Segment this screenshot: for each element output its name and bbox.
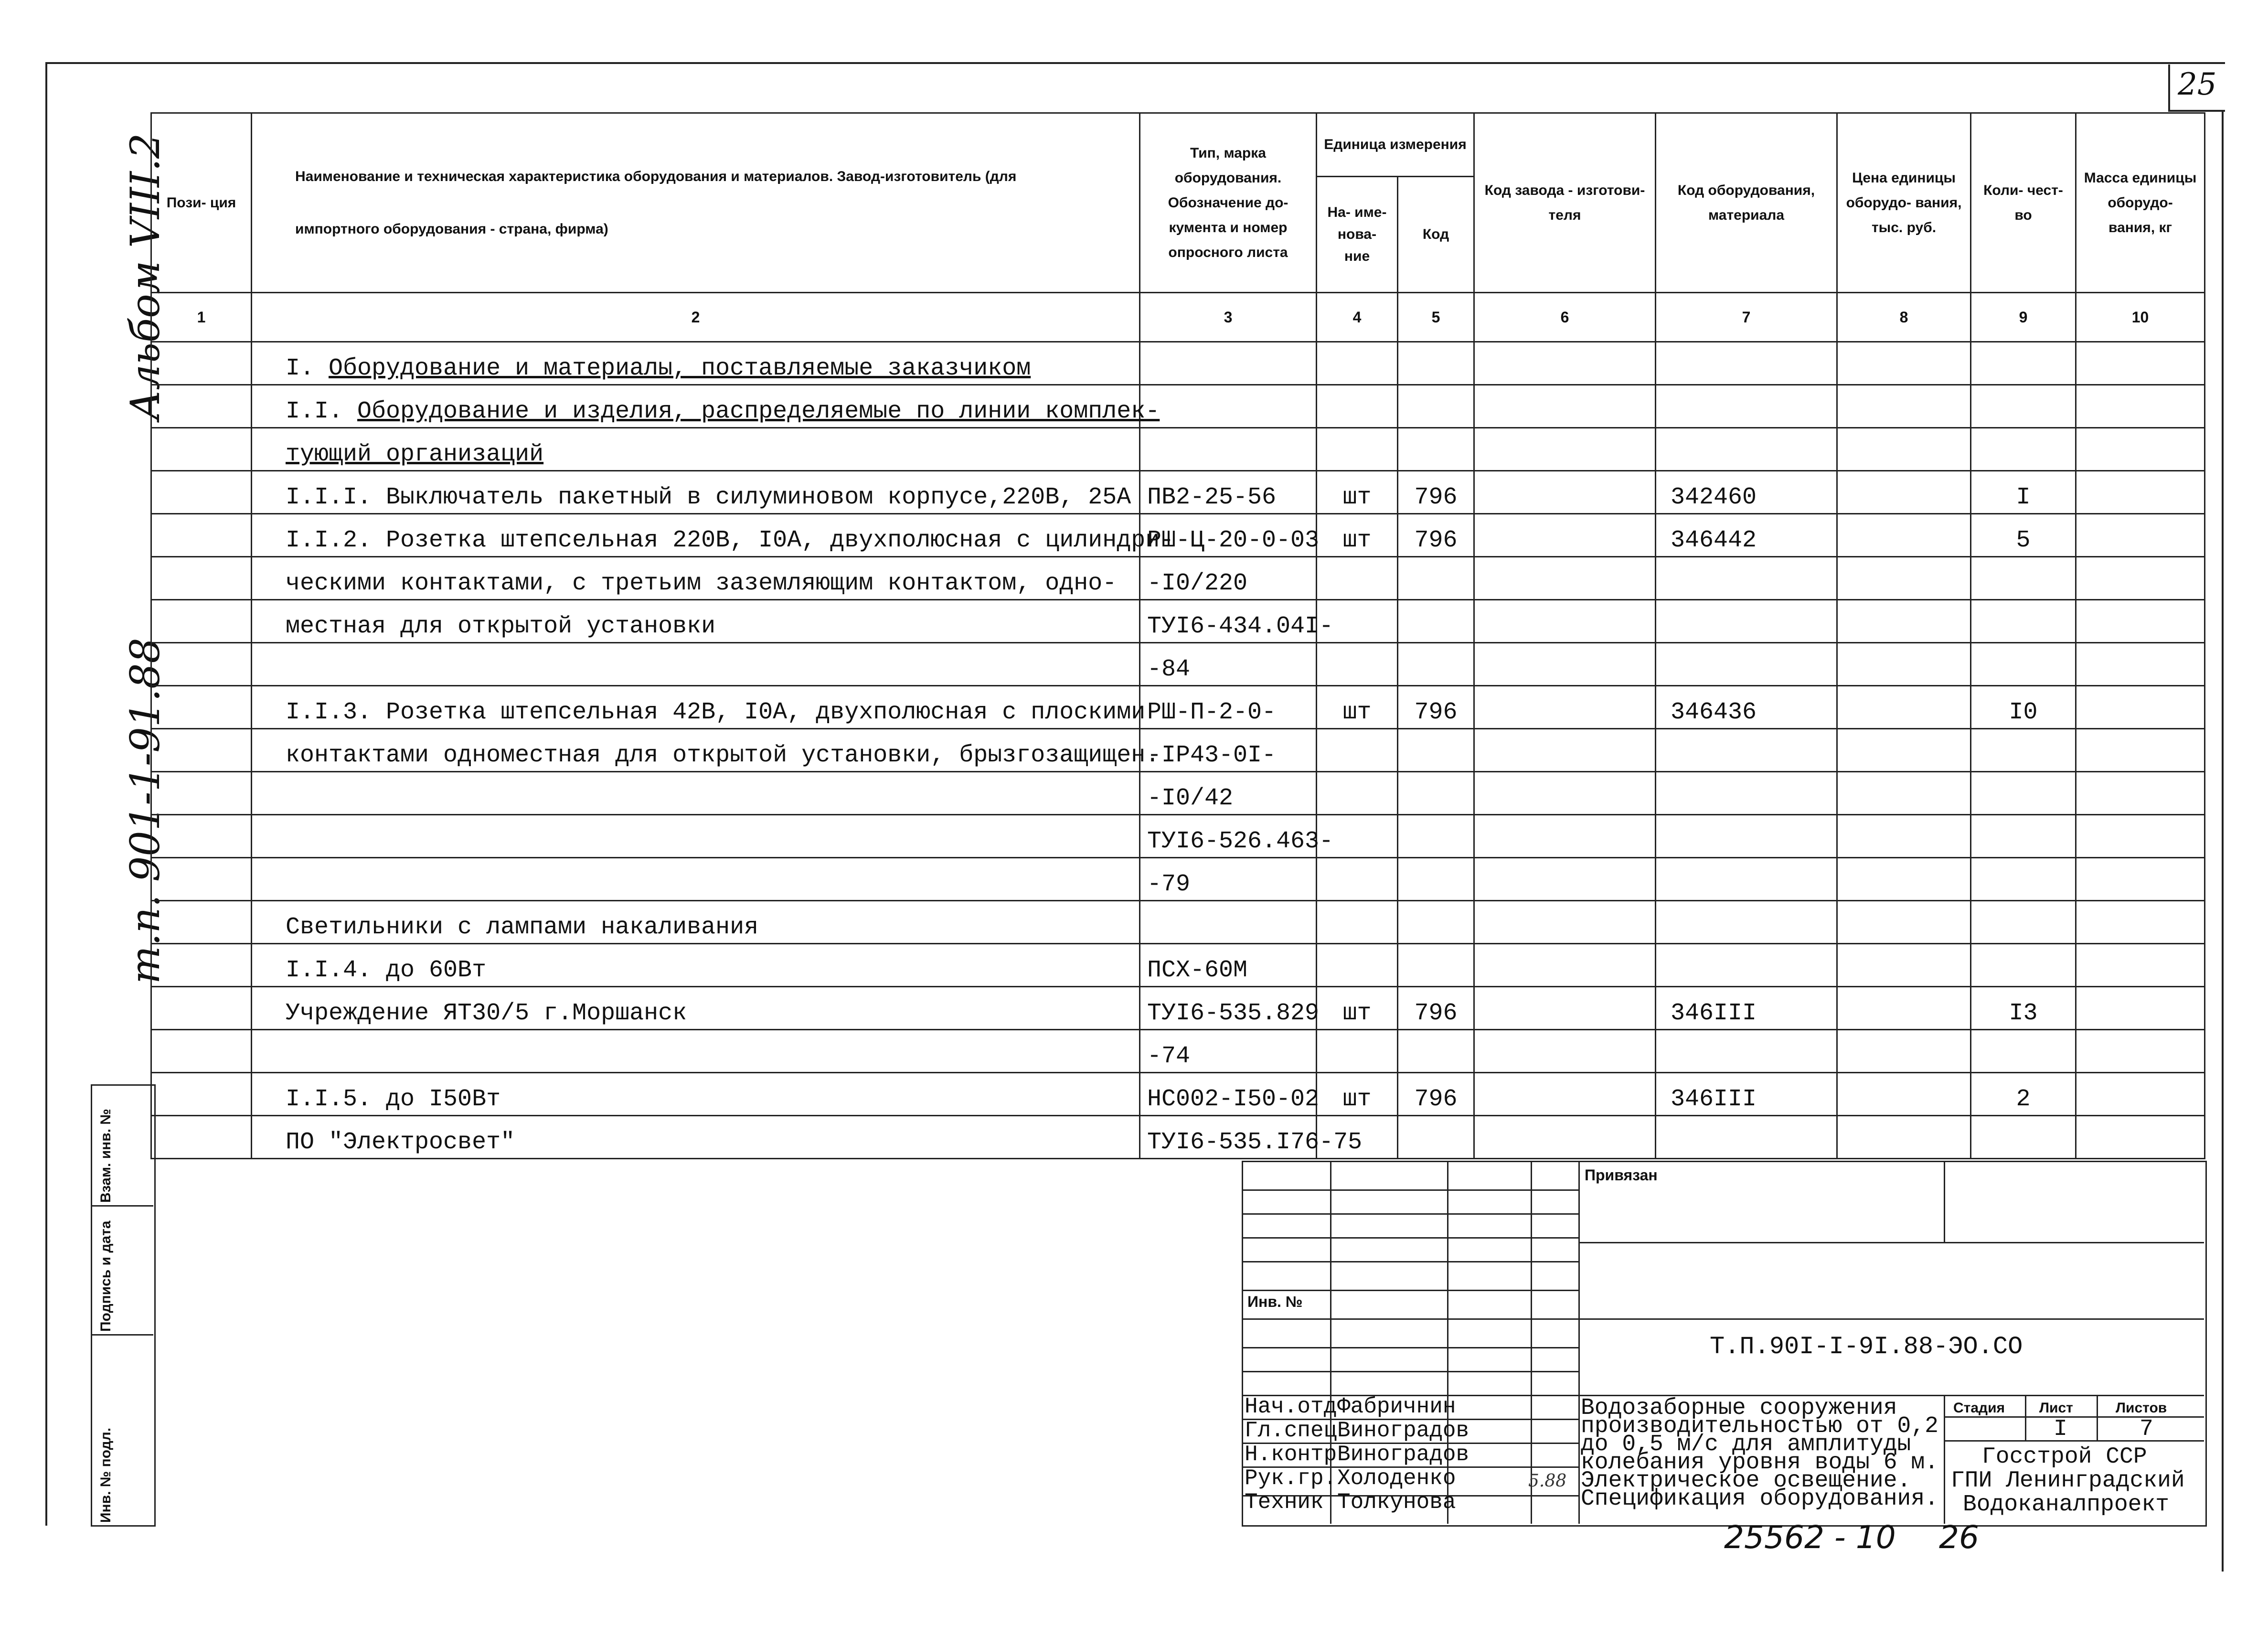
cell-pos	[151, 815, 252, 858]
cell-qty	[1971, 385, 2076, 428]
cell-factory	[1474, 557, 1656, 600]
cell-name: ПО "Электросвет"	[252, 1116, 1140, 1159]
cell-mass	[2076, 643, 2205, 686]
cell-price	[1837, 600, 1971, 643]
cell-name	[252, 342, 1140, 385]
colnum: 10	[2076, 293, 2205, 342]
cell-code	[1398, 944, 1474, 987]
header-name: Наименование и техническая характеристика оборудования и материалов. Завод-изготовитель (для импортного оборудования - страна, фирма)	[252, 113, 1140, 293]
bottom-page-number: 26	[1939, 1519, 1979, 1556]
table-row	[151, 428, 2205, 471]
tb-sign-date: 5.88	[1528, 1471, 1567, 1491]
cell-code: 796	[1398, 514, 1474, 557]
cell-name	[252, 772, 1140, 815]
cell-unit	[1317, 342, 1398, 385]
cell-equip	[1656, 428, 1837, 471]
cell-code	[1398, 729, 1474, 772]
frame-right-edge	[2222, 110, 2224, 1572]
header-qty: Коли- чест- во	[1971, 113, 2076, 293]
cell-type: -I0/42	[1140, 772, 1317, 815]
tb-role: Н.контр	[1245, 1442, 1337, 1467]
table-row	[151, 1073, 2205, 1116]
cell-code: 796	[1398, 987, 1474, 1030]
cell-unit	[1317, 428, 1398, 471]
cell-factory	[1474, 901, 1656, 944]
cell-name: Светильники с лампами накаливания	[252, 901, 1140, 944]
cell-mass	[2076, 729, 2205, 772]
specification-table	[150, 112, 2205, 1159]
cell-name	[252, 428, 1140, 471]
cell-code	[1398, 1030, 1474, 1073]
table-row	[151, 385, 2205, 428]
cell-type: ПСХ-60М	[1140, 944, 1317, 987]
cell-equip: 346442	[1656, 514, 1837, 557]
cell-equip	[1656, 772, 1837, 815]
cell-price	[1837, 471, 1971, 514]
cell-factory	[1474, 342, 1656, 385]
cell-type	[1140, 428, 1317, 471]
cell-mass	[2076, 471, 2205, 514]
cell-pos	[151, 858, 252, 901]
cell-type: -79	[1140, 858, 1317, 901]
header-unit-group: Единица измерения	[1317, 113, 1474, 177]
cell-mass	[2076, 557, 2205, 600]
cell-qty	[1971, 1030, 2076, 1073]
cell-code	[1398, 600, 1474, 643]
cell-factory	[1474, 643, 1656, 686]
cell-mass	[2076, 901, 2205, 944]
cell-name	[252, 385, 1160, 428]
cell-factory	[1474, 729, 1656, 772]
tb-description-line: Спецификация оборудования.	[1581, 1486, 1938, 1512]
cell-mass	[2076, 385, 2205, 428]
cell-unit	[1317, 1030, 1398, 1073]
cell-mass	[2076, 1116, 2205, 1159]
cell-name	[252, 815, 1140, 858]
tb-description-line: Водозаборные сооружения	[1581, 1395, 1897, 1421]
tb-sheets-label: Листов	[2116, 1400, 2167, 1416]
cell-type: ТУI6-535.829	[1140, 987, 1317, 1030]
tb-sheet-value: I	[2054, 1416, 2067, 1442]
tb-person: Фабричнин	[1337, 1394, 1456, 1419]
cell-type: НС002-I50-02	[1140, 1073, 1317, 1116]
tb-privyazan: Привязан	[1585, 1166, 1658, 1184]
cell-mass	[2076, 815, 2205, 858]
cell-factory	[1474, 772, 1656, 815]
cell-code	[1398, 858, 1474, 901]
tb-vline	[1944, 1161, 1945, 1242]
cell-qty	[1971, 815, 2076, 858]
cell-pos	[151, 643, 252, 686]
section-title: тующий организаций	[286, 441, 544, 468]
cell-mass	[2076, 987, 2205, 1030]
tb-hline	[1242, 1237, 1578, 1239]
table-row	[151, 471, 2205, 514]
cell-pos	[151, 1116, 252, 1159]
cell-factory	[1474, 471, 1656, 514]
cell-code: 796	[1398, 1073, 1474, 1116]
cell-unit: шт	[1317, 987, 1398, 1030]
sheet-number: 25	[2178, 67, 2217, 102]
cell-pos	[151, 1073, 252, 1116]
colnum: 3	[1140, 293, 1317, 342]
cell-unit: шт	[1317, 514, 1398, 557]
cell-pos	[151, 600, 252, 643]
cell-name	[252, 858, 1140, 901]
header-mass: Масса единицы оборудо- вания, кг	[2076, 113, 2205, 293]
cell-price	[1837, 428, 1971, 471]
cell-factory	[1474, 686, 1656, 729]
table-row	[151, 772, 2205, 815]
cell-pos	[151, 1030, 252, 1073]
cell-pos	[151, 729, 252, 772]
cell-mass	[2076, 858, 2205, 901]
cell-price	[1837, 987, 1971, 1030]
cell-price	[1837, 858, 1971, 901]
cell-mass	[2076, 428, 2205, 471]
cell-name: I.I.2. Розетка штепсельная 220В, I0А, двухполюсная с цилиндри-	[252, 514, 1140, 557]
cell-pos	[151, 944, 252, 987]
cell-price	[1837, 944, 1971, 987]
cell-unit	[1317, 729, 1398, 772]
tb-stage-label: Стадия	[1953, 1400, 2005, 1416]
header-equip-code: Код оборудования, материала	[1656, 113, 1837, 293]
cell-equip	[1656, 385, 1837, 428]
cell-qty	[1971, 1116, 2076, 1159]
stamp-sign-date: Подпись и дата	[98, 1220, 114, 1332]
cell-qty	[1971, 428, 2076, 471]
cell-code	[1398, 772, 1474, 815]
cell-qty: I0	[1971, 686, 2076, 729]
cell-price	[1837, 1116, 1971, 1159]
header-type: Тип, марка оборудования. Обозначение до- кумента и номер опросного листа	[1140, 113, 1317, 293]
cell-pos	[151, 514, 252, 557]
cell-mass	[2076, 514, 2205, 557]
cell-unit	[1317, 901, 1398, 944]
table-row	[151, 815, 2205, 858]
tb-hline	[1242, 1261, 1578, 1262]
cell-code	[1398, 342, 1474, 385]
tb-role: Гл.спец	[1245, 1418, 1337, 1443]
cell-type: ТУI6-526.463-	[1140, 815, 1317, 858]
cell-equip	[1656, 729, 1837, 772]
specification-body	[151, 342, 2205, 1159]
cell-qty: 5	[1971, 514, 2076, 557]
cell-type: -84	[1140, 643, 1317, 686]
tb-vline	[1531, 1161, 1532, 1524]
cell-qty: I3	[1971, 987, 2076, 1030]
tb-role: Нач.отд	[1245, 1394, 1337, 1419]
cell-factory	[1474, 987, 1656, 1030]
cell-type: ТУI6-535.I76-75	[1140, 1116, 1317, 1159]
header-unit-code: Код	[1398, 177, 1474, 293]
cell-qty	[1971, 557, 2076, 600]
cell-code	[1398, 428, 1474, 471]
cell-price	[1837, 815, 1971, 858]
cell-type: РШ-Ц-20-0-03	[1140, 514, 1317, 557]
section-number: I.	[286, 355, 329, 382]
cell-equip	[1656, 944, 1837, 987]
section-title: Оборудование и материалы, поставляемые заказчиком	[329, 355, 1031, 382]
tb-doc-code: Т.П.90I-I-9I.88-ЭО.СО	[1710, 1333, 2023, 1361]
cell-equip	[1656, 901, 1837, 944]
table-row	[151, 342, 2205, 385]
stamp-strip	[91, 1084, 156, 1527]
archive-number: 25562 - 10	[1724, 1519, 1896, 1556]
cell-code	[1398, 901, 1474, 944]
cell-unit: шт	[1317, 686, 1398, 729]
cell-factory	[1474, 815, 1656, 858]
cell-code	[1398, 1116, 1474, 1159]
cell-type	[1140, 901, 1317, 944]
cell-name: Учреждение ЯТ30/5 г.Моршанск	[252, 987, 1140, 1030]
cell-equip	[1656, 643, 1837, 686]
tb-person: Холоденко	[1337, 1466, 1456, 1491]
table-row	[151, 1030, 2205, 1073]
cell-pos	[151, 987, 252, 1030]
tb-inv-no-label: Инв. №	[1247, 1293, 1303, 1310]
cell-code	[1398, 385, 1474, 428]
tb-hline	[1242, 1189, 1578, 1191]
cell-price	[1837, 901, 1971, 944]
stamp-divider	[92, 1334, 153, 1336]
tb-hline	[1242, 1213, 1578, 1215]
table-row	[151, 686, 2205, 729]
cell-mass	[2076, 600, 2205, 643]
cell-type: ПВ2-25-56	[1140, 471, 1317, 514]
tb-person: Толкунова	[1337, 1490, 1456, 1515]
cell-price	[1837, 514, 1971, 557]
tb-sheet-label: Лист	[2039, 1400, 2073, 1416]
cell-factory	[1474, 514, 1656, 557]
colnum: 5	[1398, 293, 1474, 342]
table-row	[151, 643, 2205, 686]
cell-equip: 346436	[1656, 686, 1837, 729]
cell-qty	[1971, 600, 2076, 643]
colnum: 8	[1837, 293, 1971, 342]
tb-vline	[1944, 1395, 1945, 1524]
cell-equip: 346III	[1656, 987, 1837, 1030]
project-code-vertical: т.п. 901-1-91.88	[122, 638, 169, 984]
cell-equip	[1656, 342, 1837, 385]
section-number: I.I.	[286, 398, 358, 425]
tb-role: Техник	[1245, 1490, 1324, 1515]
cell-mass	[2076, 342, 2205, 385]
tb-sheets-value: 7	[2140, 1416, 2153, 1442]
cell-price	[1837, 385, 1971, 428]
cell-qty	[1971, 772, 2076, 815]
cell-equip	[1656, 1116, 1837, 1159]
tb-person: Виноградов	[1337, 1442, 1469, 1467]
cell-type: -IР43-0I-	[1140, 729, 1317, 772]
table-row	[151, 944, 2205, 987]
cell-factory	[1474, 1030, 1656, 1073]
header-row-1	[151, 113, 2205, 177]
header-unit-name: На- име- нова- ние	[1317, 177, 1398, 293]
table-row	[151, 557, 2205, 600]
tb-hline	[1944, 1440, 2204, 1442]
cell-code: 796	[1398, 686, 1474, 729]
cell-factory	[1474, 600, 1656, 643]
cell-equip: 342460	[1656, 471, 1837, 514]
cell-code	[1398, 815, 1474, 858]
cell-price	[1837, 729, 1971, 772]
tb-hline	[1242, 1290, 1578, 1291]
colnum: 7	[1656, 293, 1837, 342]
cell-price	[1837, 643, 1971, 686]
tb-org-line: Госстрой ССР	[1982, 1444, 2147, 1470]
cell-price	[1837, 1073, 1971, 1116]
cell-pos	[151, 428, 252, 471]
cell-pos	[151, 772, 252, 815]
cell-mass	[2076, 1030, 2205, 1073]
tb-hline	[1242, 1318, 1578, 1320]
tb-vline	[1578, 1161, 1580, 1524]
stamp-inv-repl: Взам. инв. №	[98, 1109, 114, 1203]
cell-qty	[1971, 858, 2076, 901]
cell-factory	[1474, 428, 1656, 471]
cell-code	[1398, 643, 1474, 686]
cell-pos	[151, 686, 252, 729]
cell-unit	[1317, 944, 1398, 987]
cell-name: I.I.3. Розетка штепсельная 42В, I0А, двухполюсная с плоскими	[252, 686, 1140, 729]
cell-code: 796	[1398, 471, 1474, 514]
tb-hline	[1578, 1242, 2204, 1243]
cell-name: ческими контактами, с третьим заземляющим контактом, одно-	[252, 557, 1140, 600]
tb-org-line: ГПИ Ленинградский	[1951, 1468, 2185, 1494]
colnum: 4	[1317, 293, 1398, 342]
cell-equip	[1656, 1030, 1837, 1073]
cell-equip	[1656, 557, 1837, 600]
table-row	[151, 600, 2205, 643]
cell-qty	[1971, 901, 2076, 944]
cell-qty	[1971, 729, 2076, 772]
cell-type: ТУI6-434.04I-	[1140, 600, 1317, 643]
album-label: Альбом VIII.2	[122, 133, 169, 420]
table-row	[151, 901, 2205, 944]
cell-type	[1140, 385, 1317, 428]
cell-unit: шт	[1317, 1073, 1398, 1116]
cell-factory	[1474, 858, 1656, 901]
cell-price	[1837, 772, 1971, 815]
tb-hline	[1242, 1371, 1578, 1372]
cell-qty: 2	[1971, 1073, 2076, 1116]
cell-equip	[1656, 600, 1837, 643]
table-row	[151, 514, 2205, 557]
cell-name: контактами одноместная для открытой установки, брызгозащищен.	[252, 729, 1140, 772]
cell-type	[1140, 342, 1317, 385]
cell-factory	[1474, 1073, 1656, 1116]
tb-hline	[1578, 1318, 2204, 1320]
cell-unit	[1317, 858, 1398, 901]
colnum: 2	[252, 293, 1140, 342]
column-numbers-row	[151, 293, 2205, 342]
colnum: 6	[1474, 293, 1656, 342]
tb-description-line: Электрическое освещение.	[1581, 1468, 1911, 1494]
cell-name: местная для открытой установки	[252, 600, 1140, 643]
cell-factory	[1474, 1116, 1656, 1159]
cell-factory	[1474, 944, 1656, 987]
cell-type: -74	[1140, 1030, 1317, 1073]
cell-price	[1837, 557, 1971, 600]
cell-name	[252, 643, 1140, 686]
cell-pos	[151, 385, 252, 428]
cell-name: I.I.5. до I50Вт	[252, 1073, 1140, 1116]
colnum: 9	[1971, 293, 2076, 342]
cell-unit	[1317, 643, 1398, 686]
cell-equip	[1656, 858, 1837, 901]
tb-description-line: производительностью от 0,2	[1581, 1413, 1938, 1439]
table-row	[151, 1116, 2205, 1159]
tb-description-line: колебания уровня воды 6 м.	[1581, 1450, 1938, 1476]
header-factory-code: Код завода - изготови- теля	[1474, 113, 1656, 293]
cell-code	[1398, 557, 1474, 600]
cell-pos	[151, 471, 252, 514]
cell-factory	[1474, 385, 1656, 428]
cell-mass	[2076, 772, 2205, 815]
tb-hline	[1242, 1347, 1578, 1348]
header-price: Цена единицы оборудо- вания, тыс. руб.	[1837, 113, 1971, 293]
cell-price	[1837, 686, 1971, 729]
cell-type: РШ-П-2-0-	[1140, 686, 1317, 729]
cell-mass	[2076, 686, 2205, 729]
cell-mass	[2076, 1073, 2205, 1116]
stamp-divider	[92, 1205, 153, 1207]
section-title: Оборудование и изделия, распределяемые по линии комплек-	[357, 398, 1160, 425]
header-position: Пози- ция	[151, 113, 252, 293]
cell-equip: 346III	[1656, 1073, 1837, 1116]
cell-pos	[151, 557, 252, 600]
cell-unit	[1317, 557, 1398, 600]
tb-person: Виноградов	[1337, 1418, 1469, 1443]
table-row	[151, 729, 2205, 772]
cell-unit	[1317, 385, 1398, 428]
cell-qty	[1971, 944, 2076, 987]
cell-price	[1837, 1030, 1971, 1073]
cell-name: I.I.I. Выключатель пакетный в силуминовом корпусе,220В, 25А	[252, 471, 1140, 514]
tb-role: Рук.гр.	[1245, 1466, 1337, 1491]
cell-unit	[1317, 772, 1398, 815]
cell-qty	[1971, 643, 2076, 686]
colnum: 1	[151, 293, 252, 342]
cell-equip	[1656, 815, 1837, 858]
cell-pos	[151, 342, 252, 385]
stamp-inv-orig: Инв. № подл.	[98, 1427, 114, 1523]
cell-name: I.I.4. до 60Вт	[252, 944, 1140, 987]
cell-price	[1837, 342, 1971, 385]
table-row	[151, 858, 2205, 901]
table-row	[151, 987, 2205, 1030]
cell-type: -I0/220	[1140, 557, 1317, 600]
cell-unit: шт	[1317, 471, 1398, 514]
cell-qty	[1971, 342, 2076, 385]
tb-description-line: до 0,5 м/с для амплитуды	[1581, 1432, 1911, 1457]
tb-org-line: Водоканалпроект	[1963, 1492, 2170, 1518]
cell-pos	[151, 901, 252, 944]
cell-qty: I	[1971, 471, 2076, 514]
cell-name	[252, 1030, 1140, 1073]
cell-mass	[2076, 944, 2205, 987]
